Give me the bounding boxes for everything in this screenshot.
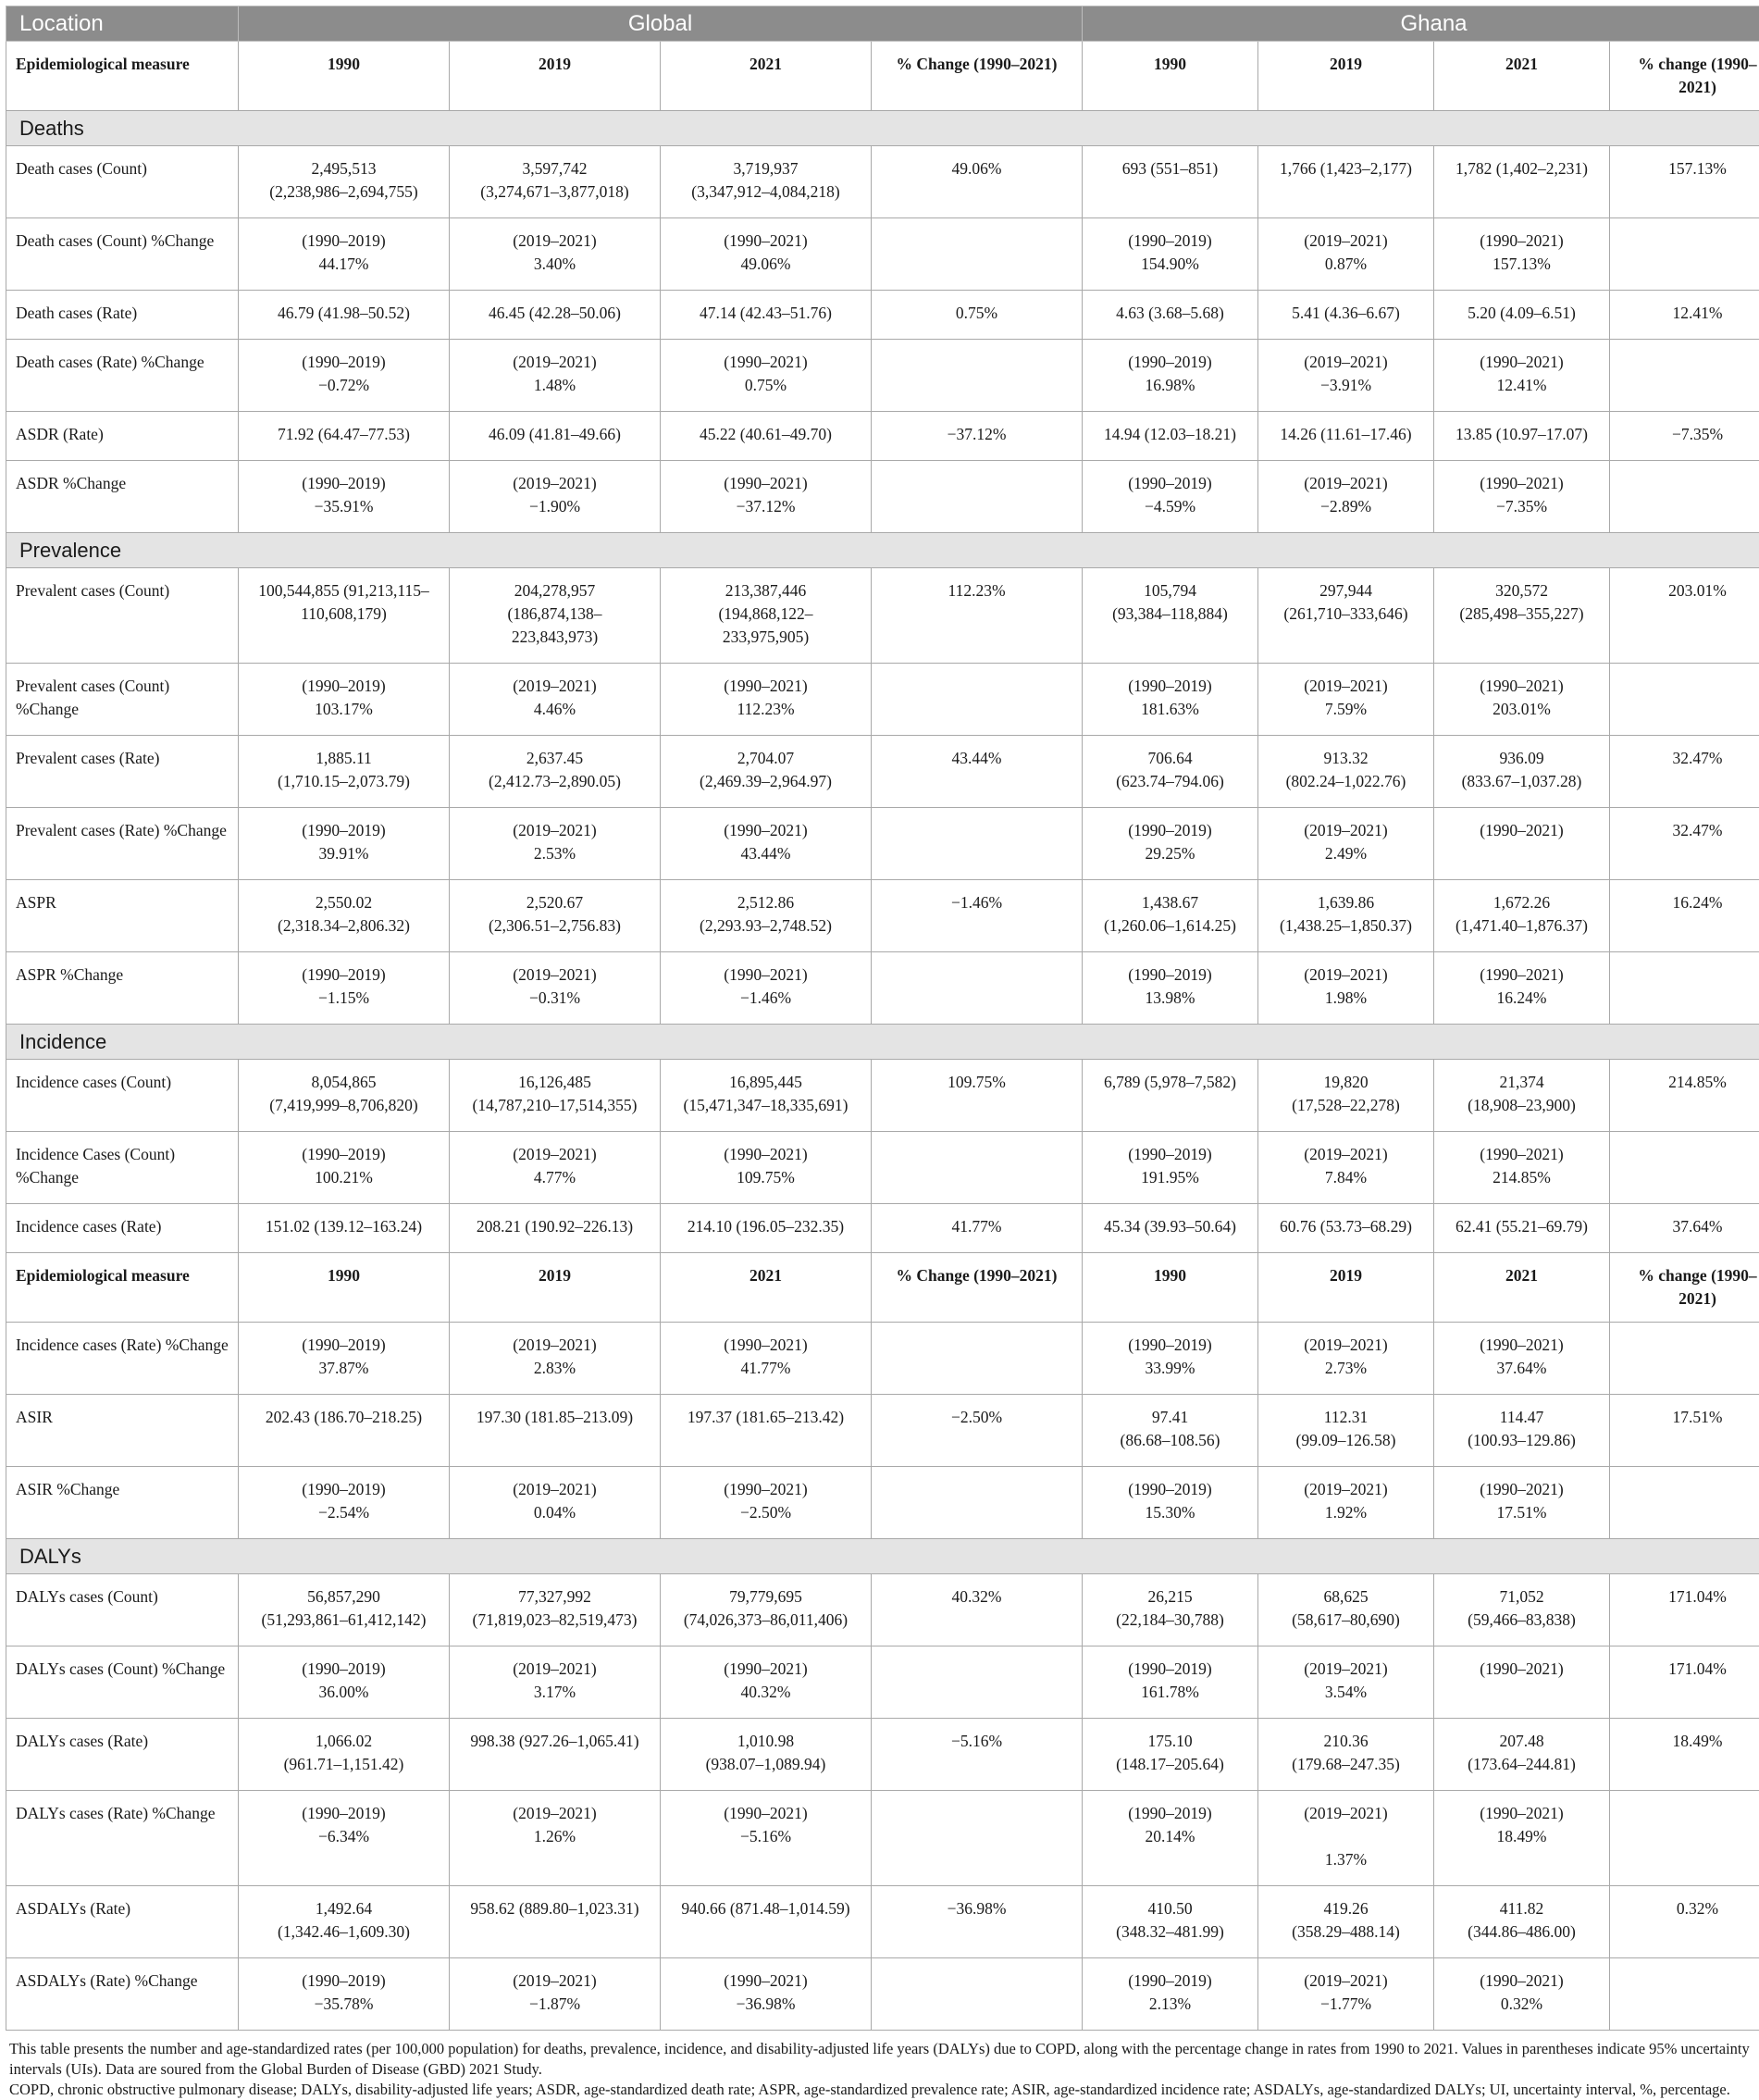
- section-header-row: [6, 1025, 1759, 1060]
- value-cell: [1610, 1467, 1759, 1539]
- value-cell: 1,782 (1,402–2,231): [1434, 146, 1610, 218]
- value-cell: 79,779,695 (74,026,373–86,011,406): [661, 1574, 872, 1646]
- value-cell: 12.41%: [1610, 291, 1759, 340]
- value-cell: 32.47%: [1610, 808, 1759, 880]
- value-cell: (2019–2021) −3.91%: [1258, 340, 1434, 412]
- value-cell: 3,719,937 (3,347,912–4,084,218): [661, 146, 872, 218]
- value-cell: 45.34 (39.93–50.64): [1083, 1204, 1258, 1253]
- value-cell: 32.47%: [1610, 736, 1759, 808]
- value-cell: 105,794 (93,384–118,884): [1083, 568, 1258, 664]
- value-cell: 16.24%: [1610, 880, 1759, 952]
- column-header-row: [6, 1253, 1759, 1323]
- table-body: [6, 42, 1759, 2031]
- value-cell: (2019–2021) −1.87%: [450, 1958, 661, 2031]
- measure-label: Death cases (Count): [6, 146, 239, 218]
- value-cell: [1610, 1323, 1759, 1395]
- table-row: [6, 808, 1759, 880]
- measure-label: Prevalent cases (Count) %Change: [6, 664, 239, 736]
- value-cell: 112.31 (99.09–126.58): [1258, 1395, 1434, 1467]
- value-cell: 203.01%: [1610, 568, 1759, 664]
- table-row: [6, 340, 1759, 412]
- value-cell: 14.26 (11.61–17.46): [1258, 412, 1434, 461]
- column-header: 2021: [1434, 42, 1610, 111]
- measure-label: Death cases (Count) %Change: [6, 218, 239, 291]
- value-cell: [872, 218, 1083, 291]
- table-row: [6, 1646, 1759, 1719]
- value-cell: 46.45 (42.28–50.06): [450, 291, 661, 340]
- value-cell: 297,944 (261,710–333,646): [1258, 568, 1434, 664]
- column-header: % Change (1990–2021): [872, 1253, 1083, 1323]
- value-cell: (1990–2019) 2.13%: [1083, 1958, 1258, 2031]
- value-cell: (1990–2021) 43.44%: [661, 808, 872, 880]
- value-cell: (2019–2021) 1.48%: [450, 340, 661, 412]
- value-cell: 214.85%: [1610, 1060, 1759, 1132]
- value-cell: (2019–2021) 3.17%: [450, 1646, 661, 1719]
- measure-label: ASDR (Rate): [6, 412, 239, 461]
- measure-label: Incidence Cases (Count) %Change: [6, 1132, 239, 1204]
- value-cell: (1990–2019) −1.15%: [239, 952, 450, 1025]
- value-cell: (1990–2019) 100.21%: [239, 1132, 450, 1204]
- column-header: 2021: [661, 1253, 872, 1323]
- value-cell: 207.48 (173.64–244.81): [1434, 1719, 1610, 1791]
- value-cell: [872, 808, 1083, 880]
- value-cell: (1990–2019) 36.00%: [239, 1646, 450, 1719]
- value-cell: (2019–2021) 7.59%: [1258, 664, 1434, 736]
- value-cell: (1990–2021) 214.85%: [1434, 1132, 1610, 1204]
- value-cell: 1,492.64 (1,342.46–1,609.30): [239, 1886, 450, 1958]
- value-cell: (1990–2021) 49.06%: [661, 218, 872, 291]
- value-cell: 26,215 (22,184–30,788): [1083, 1574, 1258, 1646]
- value-cell: 2,550.02 (2,318.34–2,806.32): [239, 880, 450, 952]
- value-cell: [872, 1791, 1083, 1886]
- value-cell: (2019–2021) −0.31%: [450, 952, 661, 1025]
- value-cell: 6,789 (5,978–7,582): [1083, 1060, 1258, 1132]
- value-cell: (1990–2021) 16.24%: [1434, 952, 1610, 1025]
- value-cell: (1990–2021) 157.13%: [1434, 218, 1610, 291]
- column-header-row: [6, 42, 1759, 111]
- table-row: [6, 1886, 1759, 1958]
- value-cell: (2019–2021) 4.46%: [450, 664, 661, 736]
- value-cell: 62.41 (55.21–69.79): [1434, 1204, 1610, 1253]
- value-cell: (1990–2019) 15.30%: [1083, 1467, 1258, 1539]
- table-row: [6, 1574, 1759, 1646]
- column-header: % Change (1990–2021): [872, 42, 1083, 111]
- value-cell: (1990–2019) 44.17%: [239, 218, 450, 291]
- value-cell: 1,766 (1,423–2,177): [1258, 146, 1434, 218]
- value-cell: 2,520.67 (2,306.51–2,756.83): [450, 880, 661, 952]
- value-cell: 0.75%: [872, 291, 1083, 340]
- measure-label: Incidence cases (Rate) %Change: [6, 1323, 239, 1395]
- value-cell: (1990–2019) −4.59%: [1083, 461, 1258, 533]
- value-cell: 46.79 (41.98–50.52): [239, 291, 450, 340]
- value-cell: 411.82 (344.86–486.00): [1434, 1886, 1610, 1958]
- value-cell: 43.44%: [872, 736, 1083, 808]
- measure-label: Death cases (Rate) %Change: [6, 340, 239, 412]
- measure-label: Death cases (Rate): [6, 291, 239, 340]
- column-header: 2021: [661, 42, 872, 111]
- value-cell: 3,597,742 (3,274,671–3,877,018): [450, 146, 661, 218]
- section-header-row: [6, 111, 1759, 146]
- value-cell: 4.63 (3.68–5.68): [1083, 291, 1258, 340]
- value-cell: [872, 1958, 1083, 2031]
- value-cell: (2019–2021) 2.53%: [450, 808, 661, 880]
- value-cell: 2,512.86 (2,293.93–2,748.52): [661, 880, 872, 952]
- value-cell: 114.47 (100.93–129.86): [1434, 1395, 1610, 1467]
- value-cell: 100,544,855 (91,213,115– 110,608,179): [239, 568, 450, 664]
- value-cell: [1610, 1791, 1759, 1886]
- value-cell: 913.32 (802.24–1,022.76): [1258, 736, 1434, 808]
- measure-label: Incidence cases (Count): [6, 1060, 239, 1132]
- value-cell: −36.98%: [872, 1886, 1083, 1958]
- section-title: Incidence: [6, 1025, 1759, 1060]
- measure-label: ASDR %Change: [6, 461, 239, 533]
- value-cell: [872, 952, 1083, 1025]
- value-cell: 197.37 (181.65–213.42): [661, 1395, 872, 1467]
- value-cell: 5.20 (4.09–6.51): [1434, 291, 1610, 340]
- table-row: [6, 1958, 1759, 2031]
- value-cell: (1990–2019) −35.78%: [239, 1958, 450, 2031]
- value-cell: (1990–2019) 20.14%: [1083, 1791, 1258, 1886]
- measure-label: ASIR %Change: [6, 1467, 239, 1539]
- table-row: [6, 1204, 1759, 1253]
- table-row: [6, 461, 1759, 533]
- value-cell: [1610, 664, 1759, 736]
- table-row: [6, 568, 1759, 664]
- value-cell: (1990–2019) 29.25%: [1083, 808, 1258, 880]
- value-cell: 1,639.86 (1,438.25–1,850.37): [1258, 880, 1434, 952]
- table-row: [6, 736, 1759, 808]
- value-cell: 97.41 (86.68–108.56): [1083, 1395, 1258, 1467]
- value-cell: (1990–2021) −1.46%: [661, 952, 872, 1025]
- value-cell: 202.43 (186.70–218.25): [239, 1395, 450, 1467]
- measure-label: Prevalent cases (Rate): [6, 736, 239, 808]
- value-cell: 77,327,992 (71,819,023–82,519,473): [450, 1574, 661, 1646]
- value-cell: [1610, 1958, 1759, 2031]
- measure-label: DALYs cases (Count): [6, 1574, 239, 1646]
- value-cell: 0.32%: [1610, 1886, 1759, 1958]
- epidemiology-table: [6, 6, 1759, 2031]
- value-cell: 151.02 (139.12–163.24): [239, 1204, 450, 1253]
- value-cell: 46.09 (41.81–49.66): [450, 412, 661, 461]
- value-cell: 320,572 (285,498–355,227): [1434, 568, 1610, 664]
- section-title: Prevalence: [6, 533, 1759, 568]
- column-header: 1990: [1083, 42, 1258, 111]
- value-cell: 71,052 (59,466–83,838): [1434, 1574, 1610, 1646]
- value-cell: [872, 340, 1083, 412]
- value-cell: 40.32%: [872, 1574, 1083, 1646]
- value-cell: [872, 664, 1083, 736]
- measure-label: Incidence cases (Rate): [6, 1204, 239, 1253]
- table-row: [6, 1323, 1759, 1395]
- value-cell: (2019–2021) −1.77%: [1258, 1958, 1434, 2031]
- section-title: Deaths: [6, 111, 1759, 146]
- value-cell: 13.85 (10.97–17.07): [1434, 412, 1610, 461]
- column-header: Epidemiological measure: [6, 1253, 239, 1323]
- value-cell: (2019–2021) 1.92%: [1258, 1467, 1434, 1539]
- value-cell: [872, 1467, 1083, 1539]
- value-cell: (1990–2019) 103.17%: [239, 664, 450, 736]
- value-cell: (1990–2019) 161.78%: [1083, 1646, 1258, 1719]
- value-cell: (1990–2021) 12.41%: [1434, 340, 1610, 412]
- measure-label: ASPR: [6, 880, 239, 952]
- value-cell: (1990–2021) 37.64%: [1434, 1323, 1610, 1395]
- value-cell: 419.26 (358.29–488.14): [1258, 1886, 1434, 1958]
- value-cell: 958.62 (889.80–1,023.31): [450, 1886, 661, 1958]
- value-cell: 706.64 (623.74–794.06): [1083, 736, 1258, 808]
- value-cell: (1990–2019) −6.34%: [239, 1791, 450, 1886]
- table-row: [6, 1791, 1759, 1886]
- column-header: 2019: [1258, 1253, 1434, 1323]
- value-cell: 60.76 (53.73–68.29): [1258, 1204, 1434, 1253]
- column-header: 2019: [1258, 42, 1434, 111]
- value-cell: (1990–2019) −35.91%: [239, 461, 450, 533]
- value-cell: −7.35%: [1610, 412, 1759, 461]
- value-cell: −1.46%: [872, 880, 1083, 952]
- value-cell: 18.49%: [1610, 1719, 1759, 1791]
- value-cell: 1,672.26 (1,471.40–1,876.37): [1434, 880, 1610, 952]
- measure-label: ASDALYs (Rate): [6, 1886, 239, 1958]
- value-cell: 112.23%: [872, 568, 1083, 664]
- value-cell: 68,625 (58,617–80,690): [1258, 1574, 1434, 1646]
- value-cell: (1990–2021) 17.51%: [1434, 1467, 1610, 1539]
- value-cell: (1990–2021) 109.75%: [661, 1132, 872, 1204]
- value-cell: 171.04%: [1610, 1574, 1759, 1646]
- value-cell: (1990–2021) 203.01%: [1434, 664, 1610, 736]
- section-header-row: [6, 1539, 1759, 1574]
- value-cell: (2019–2021) 3.40%: [450, 218, 661, 291]
- table-container: [6, 6, 1753, 2100]
- value-cell: [1610, 952, 1759, 1025]
- table-row: [6, 1060, 1759, 1132]
- value-cell: (2019–2021) 0.04%: [450, 1467, 661, 1539]
- location-header-row: [6, 6, 1759, 42]
- column-header: 1990: [1083, 1253, 1258, 1323]
- section-header-row: [6, 533, 1759, 568]
- value-cell: (1990–2019) 39.91%: [239, 808, 450, 880]
- value-cell: (1990–2021) −37.12%: [661, 461, 872, 533]
- measure-label: ASIR: [6, 1395, 239, 1467]
- value-cell: 936.09 (833.67–1,037.28): [1434, 736, 1610, 808]
- value-cell: 940.66 (871.48–1,014.59): [661, 1886, 872, 1958]
- value-cell: 37.64%: [1610, 1204, 1759, 1253]
- value-cell: 109.75%: [872, 1060, 1083, 1132]
- value-cell: 208.21 (190.92–226.13): [450, 1204, 661, 1253]
- value-cell: (1990–2021) 41.77%: [661, 1323, 872, 1395]
- column-header: Epidemiological measure: [6, 42, 239, 111]
- value-cell: 171.04%: [1610, 1646, 1759, 1719]
- value-cell: 21,374 (18,908–23,900): [1434, 1060, 1610, 1132]
- value-cell: (1990–2019) −0.72%: [239, 340, 450, 412]
- value-cell: 14.94 (12.03–18.21): [1083, 412, 1258, 461]
- value-cell: (2019–2021) 2.49%: [1258, 808, 1434, 880]
- value-cell: −2.50%: [872, 1395, 1083, 1467]
- value-cell: 49.06%: [872, 146, 1083, 218]
- measure-label: ASPR %Change: [6, 952, 239, 1025]
- value-cell: 8,054,865 (7,419,999–8,706,820): [239, 1060, 450, 1132]
- value-cell: (1990–2021) 112.23%: [661, 664, 872, 736]
- value-cell: 56,857,290 (51,293,861–61,412,142): [239, 1574, 450, 1646]
- column-header: 2021: [1434, 1253, 1610, 1323]
- value-cell: 210.36 (179.68–247.35): [1258, 1719, 1434, 1791]
- value-cell: 16,895,445 (15,471,347–18,335,691): [661, 1060, 872, 1132]
- value-cell: (2019–2021) 4.77%: [450, 1132, 661, 1204]
- value-cell: 1,885.11 (1,710.15–2,073.79): [239, 736, 450, 808]
- value-cell: 2,704.07 (2,469.39–2,964.97): [661, 736, 872, 808]
- value-cell: 17.51%: [1610, 1395, 1759, 1467]
- value-cell: [1610, 218, 1759, 291]
- value-cell: 1,438.67 (1,260.06–1,614.25): [1083, 880, 1258, 952]
- column-header: % change (1990–2021): [1610, 42, 1759, 111]
- value-cell: (1990–2021) 18.49%: [1434, 1791, 1610, 1886]
- measure-label: Prevalent cases (Count): [6, 568, 239, 664]
- measure-label: DALYs cases (Rate) %Change: [6, 1791, 239, 1886]
- value-cell: [1610, 461, 1759, 533]
- value-cell: (2019–2021) −2.89%: [1258, 461, 1434, 533]
- value-cell: 214.10 (196.05–232.35): [661, 1204, 872, 1253]
- measure-label: DALYs cases (Rate): [6, 1719, 239, 1791]
- value-cell: (2019–2021) 2.83%: [450, 1323, 661, 1395]
- value-cell: 1,010.98 (938.07–1,089.94): [661, 1719, 872, 1791]
- value-cell: 16,126,485 (14,787,210–17,514,355): [450, 1060, 661, 1132]
- value-cell: (1990–2019) 37.87%: [239, 1323, 450, 1395]
- value-cell: (1990–2019) 191.95%: [1083, 1132, 1258, 1204]
- value-cell: (1990–2021) 40.32%: [661, 1646, 872, 1719]
- value-cell: 71.92 (64.47–77.53): [239, 412, 450, 461]
- value-cell: (1990–2021) −7.35%: [1434, 461, 1610, 533]
- footnote-description: This table presents the number and age-standardized rates (per 100,000 population) for deaths, prevalence, incidence, and disability-adjusted life years (DALYs) due to COPD, along with the percentage change in rates from 1990 to 2021. Values in parentheses indicate 95% uncertainty intervals (UIs). Data are soured from the Global Burden of Disease (GBD) 2021 Study.: [9, 2039, 1750, 2080]
- global-label: Global: [239, 6, 1083, 42]
- value-cell: 1,066.02 (961.71–1,151.42): [239, 1719, 450, 1791]
- value-cell: [1610, 1132, 1759, 1204]
- table-row: [6, 1467, 1759, 1539]
- value-cell: 2,495,513 (2,238,986–2,694,755): [239, 146, 450, 218]
- value-cell: (1990–2021) 0.32%: [1434, 1958, 1610, 2031]
- value-cell: [872, 1323, 1083, 1395]
- value-cell: (1990–2019) 13.98%: [1083, 952, 1258, 1025]
- value-cell: [872, 1132, 1083, 1204]
- value-cell: 2,637.45 (2,412.73–2,890.05): [450, 736, 661, 808]
- footnote-abbreviations: COPD, chronic obstructive pulmonary disease; DALYs, disability-adjusted life years; ASDR, age-standardized death rate; ASPR, age-standardized prevalence rate; ASIR, age-standardized incidence rate; ASDALYs, age-standardized DALYs; UI, uncertainty interval, %, percentage.: [9, 2080, 1750, 2100]
- value-cell: 693 (551–851): [1083, 146, 1258, 218]
- table-row: [6, 146, 1759, 218]
- value-cell: (2019–2021) 1.37%: [1258, 1791, 1434, 1886]
- value-cell: 157.13%: [1610, 146, 1759, 218]
- value-cell: 998.38 (927.26–1,065.41): [450, 1719, 661, 1791]
- value-cell: (1990–2019) 154.90%: [1083, 218, 1258, 291]
- value-cell: (2019–2021) 0.87%: [1258, 218, 1434, 291]
- value-cell: 204,278,957 (186,874,138– 223,843,973): [450, 568, 661, 664]
- value-cell: (1990–2021) −5.16%: [661, 1791, 872, 1886]
- section-title: DALYs: [6, 1539, 1759, 1574]
- column-header: 1990: [239, 1253, 450, 1323]
- table-row: [6, 291, 1759, 340]
- measure-label: ASDALYs (Rate) %Change: [6, 1958, 239, 2031]
- value-cell: −5.16%: [872, 1719, 1083, 1791]
- value-cell: (1990–2021) −36.98%: [661, 1958, 872, 2031]
- ghana-label: Ghana: [1083, 6, 1759, 42]
- measure-label: Prevalent cases (Rate) %Change: [6, 808, 239, 880]
- value-cell: (2019–2021) −1.90%: [450, 461, 661, 533]
- value-cell: 213,387,446 (194,868,122– 233,975,905): [661, 568, 872, 664]
- value-cell: 45.22 (40.61–49.70): [661, 412, 872, 461]
- value-cell: (2019–2021) 1.26%: [450, 1791, 661, 1886]
- table-row: [6, 952, 1759, 1025]
- value-cell: (2019–2021) 2.73%: [1258, 1323, 1434, 1395]
- value-cell: 410.50 (348.32–481.99): [1083, 1886, 1258, 1958]
- value-cell: 5.41 (4.36–6.67): [1258, 291, 1434, 340]
- measure-label: DALYs cases (Count) %Change: [6, 1646, 239, 1719]
- value-cell: −37.12%: [872, 412, 1083, 461]
- value-cell: (1990–2019) 181.63%: [1083, 664, 1258, 736]
- value-cell: (1990–2021): [1434, 808, 1610, 880]
- table-row: [6, 1719, 1759, 1791]
- value-cell: 47.14 (42.43–51.76): [661, 291, 872, 340]
- value-cell: (1990–2019) −2.54%: [239, 1467, 450, 1539]
- value-cell: [872, 461, 1083, 533]
- value-cell: 197.30 (181.85–213.09): [450, 1395, 661, 1467]
- column-header: 1990: [239, 42, 450, 111]
- value-cell: (1990–2019) 33.99%: [1083, 1323, 1258, 1395]
- value-cell: (2019–2021) 1.98%: [1258, 952, 1434, 1025]
- table-footnotes: [6, 2039, 1753, 2100]
- table-row: [6, 412, 1759, 461]
- value-cell: 41.77%: [872, 1204, 1083, 1253]
- value-cell: (1990–2021) −2.50%: [661, 1467, 872, 1539]
- column-header: 2019: [450, 1253, 661, 1323]
- table-row: [6, 1132, 1759, 1204]
- table-row: [6, 218, 1759, 291]
- value-cell: (1990–2019) 16.98%: [1083, 340, 1258, 412]
- table-row: [6, 1395, 1759, 1467]
- value-cell: [872, 1646, 1083, 1719]
- value-cell: (2019–2021) 7.84%: [1258, 1132, 1434, 1204]
- value-cell: 175.10 (148.17–205.64): [1083, 1719, 1258, 1791]
- value-cell: 19,820 (17,528–22,278): [1258, 1060, 1434, 1132]
- table-row: [6, 664, 1759, 736]
- value-cell: (1990–2021): [1434, 1646, 1610, 1719]
- column-header: % change (1990–2021): [1610, 1253, 1759, 1323]
- table-row: [6, 880, 1759, 952]
- column-header: 2019: [450, 42, 661, 111]
- value-cell: [1610, 340, 1759, 412]
- location-label: Location: [6, 6, 239, 42]
- value-cell: (2019–2021) 3.54%: [1258, 1646, 1434, 1719]
- value-cell: (1990–2021) 0.75%: [661, 340, 872, 412]
